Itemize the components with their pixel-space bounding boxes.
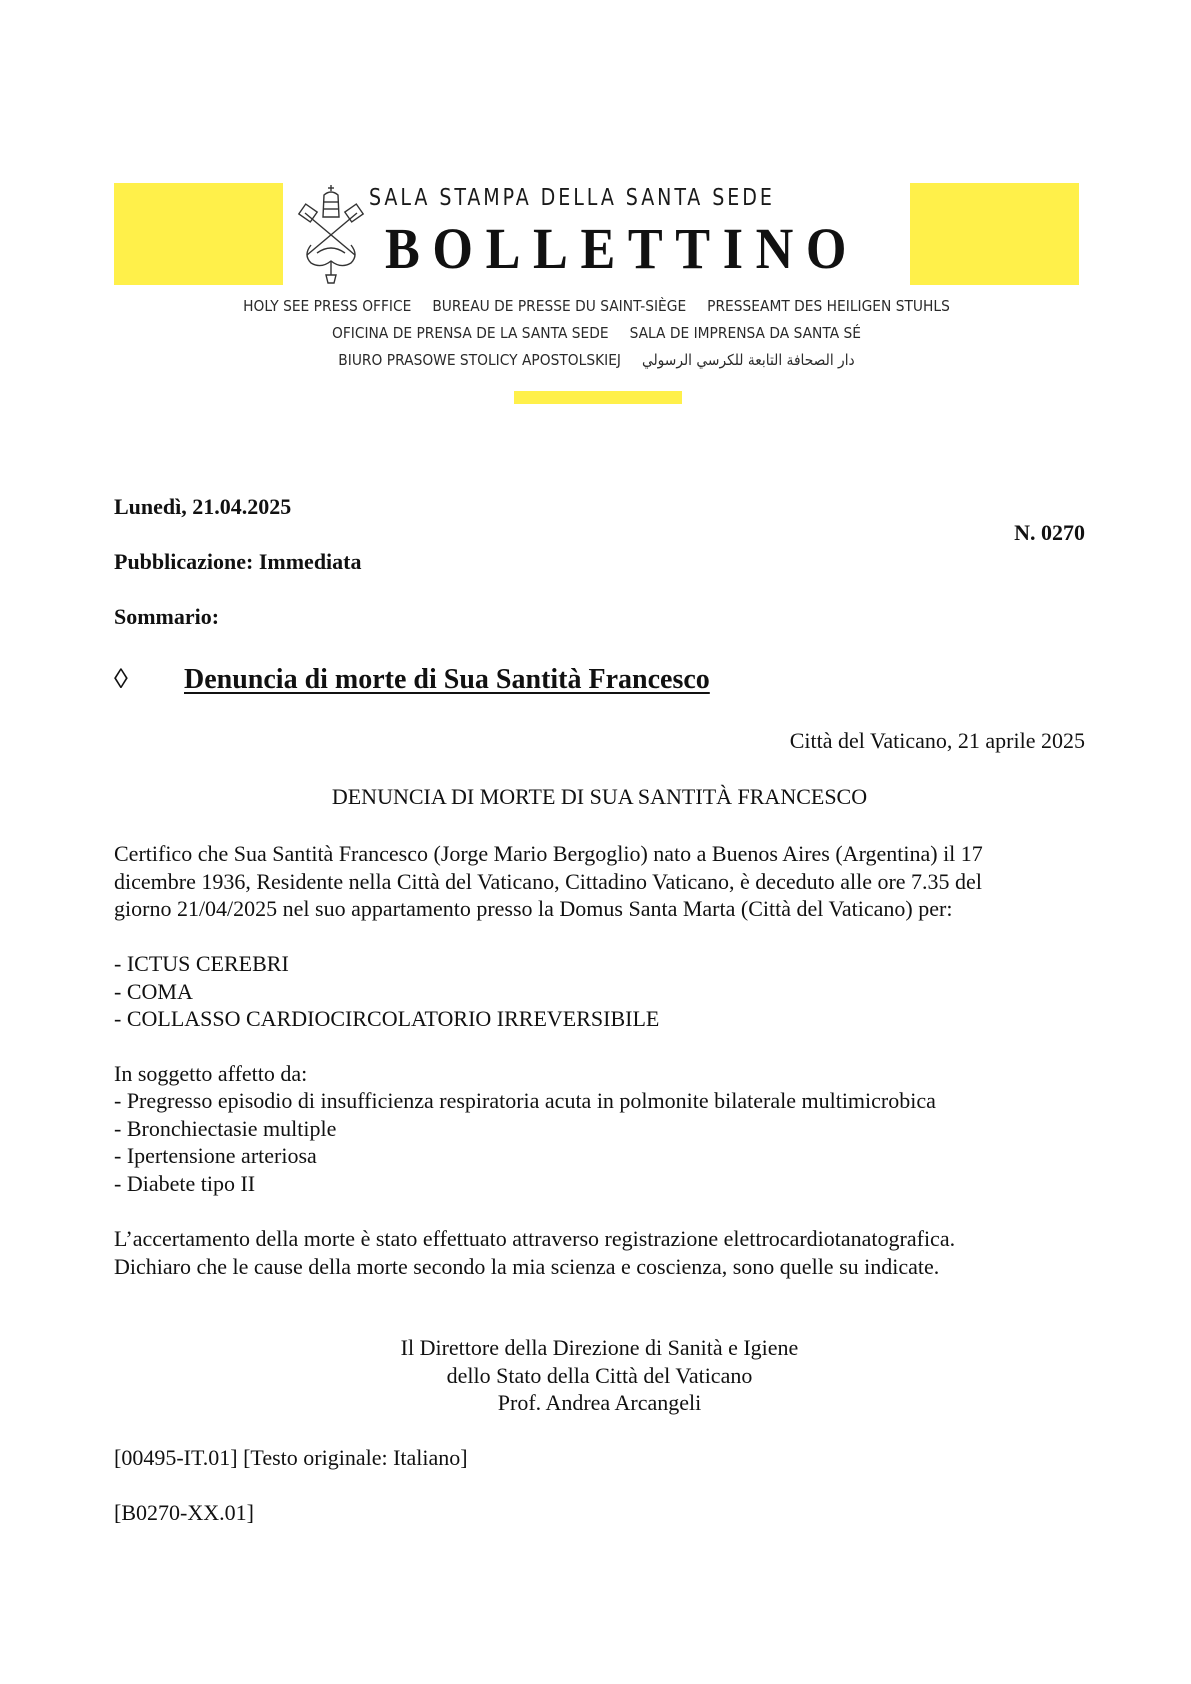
publication-status: Pubblicazione: Immediata [114, 549, 362, 574]
closing-line: Dichiaro che le cause della morte secondo la mia scienza e coscienza, sono quelle su indicate. [114, 1253, 940, 1279]
signature-line: dello Stato della Città del Vaticano [446, 1362, 753, 1388]
office-name-german: PRESSEAMT DES HEILIGEN STUHLS [707, 297, 950, 315]
diamond-bullet-icon: ◊ [114, 664, 128, 695]
office-name-french: BUREAU DE PRESSE DU SAINT-SIÈGE [432, 297, 687, 315]
office-name-arabic: دار الصحافة التابعة للكرسي الرسولي [641, 351, 855, 369]
certification-paragraph [114, 840, 1094, 923]
office-names-row-3 [153, 351, 1041, 369]
place-and-date: Città del Vaticano, 21 aprile 2025 [789, 728, 1085, 753]
banner-center [283, 183, 910, 285]
condition-item: - Pregresso episodio di insufficienza respiratoria acuta in polmonite bilaterale multimicrobica [114, 1088, 936, 1113]
conditions-intro: In soggetto affetto da: [114, 1061, 308, 1086]
condition-item: - Bronchiectasie multiple [114, 1115, 337, 1141]
signature-block [114, 1334, 1085, 1417]
summary-item-link[interactable] [114, 664, 710, 696]
publication-title: BOLLETTINO [385, 216, 860, 281]
cause-item: - COMA [114, 978, 193, 1004]
bulletin-number: N. 0270 [1014, 520, 1085, 545]
closing-statement [114, 1225, 1094, 1280]
causes-of-death-list [114, 950, 1094, 1033]
bulletin-reference: [B0270-XX.01] [114, 1500, 254, 1525]
office-names-row-1 [153, 297, 1041, 315]
paragraph-line: giorno 21/04/2025 nel suo appartamento presso la Domus Santa Marta (Città del Vaticano) per: [114, 896, 953, 921]
condition-item: - Diabete tipo II [114, 1170, 256, 1196]
summary-label: Sommario: [114, 604, 220, 629]
office-name-portuguese: SALA DE IMPRENSA DA SANTA SÉ [629, 324, 862, 342]
office-name-polish: BIURO PRASOWE STOLICY APOSTOLSKIEJ [338, 351, 621, 369]
office-name-english: HOLY SEE PRESS OFFICE [243, 297, 412, 315]
document-title: DENUNCIA DI MORTE DI SUA SANTITÀ FRANCESCO [331, 784, 868, 809]
banner-yellow-block-right [910, 183, 1079, 285]
signature-name: Prof. Andrea Arcangeli [497, 1390, 702, 1415]
cause-item: - ICTUS CEREBRI [114, 951, 289, 976]
closing-line: L’accertamento della morte è stato effettuato attraverso registrazione elettrocardiotanatografica. [114, 1226, 956, 1251]
office-name-spanish: OFICINA DE PRENSA DE LA SANTA SEDE [331, 324, 609, 342]
cause-item: - COLLASSO CARDIOCIRCOLATORIO IRREVERSIBILE [114, 1006, 660, 1031]
conditions-list [114, 1087, 1094, 1197]
banner-yellow-block-left [114, 183, 283, 285]
signature-line: Il Direttore della Direzione di Sanità e Igiene [400, 1335, 799, 1360]
paragraph-line: Certifico che Sua Santità Francesco (Jorge Mario Bergoglio) nato a Buenos Aires (Argentina) il 17 [114, 841, 983, 866]
office-name-italian: SALA STAMPA DELLA SANTA SEDE [369, 185, 775, 211]
header-divider-bar [514, 391, 682, 404]
condition-item: - Ipertensione arteriosa [114, 1143, 317, 1168]
bollettino-banner [114, 183, 1079, 285]
bulletin-date: Lunedì, 21.04.2025 [114, 494, 292, 519]
document-reference: [00495-IT.01] [Testo originale: Italiano] [114, 1445, 468, 1470]
paragraph-line: dicembre 1936, Residente nella Città del Vaticano, Cittadino Vaticano, è deceduto alle ore 7.35 del [114, 868, 982, 894]
summary-item-label: Denuncia di morte di Sua Santità Francesco [184, 664, 710, 695]
papal-coat-of-arms-icon [297, 183, 365, 285]
office-names-row-2 [153, 324, 1041, 342]
